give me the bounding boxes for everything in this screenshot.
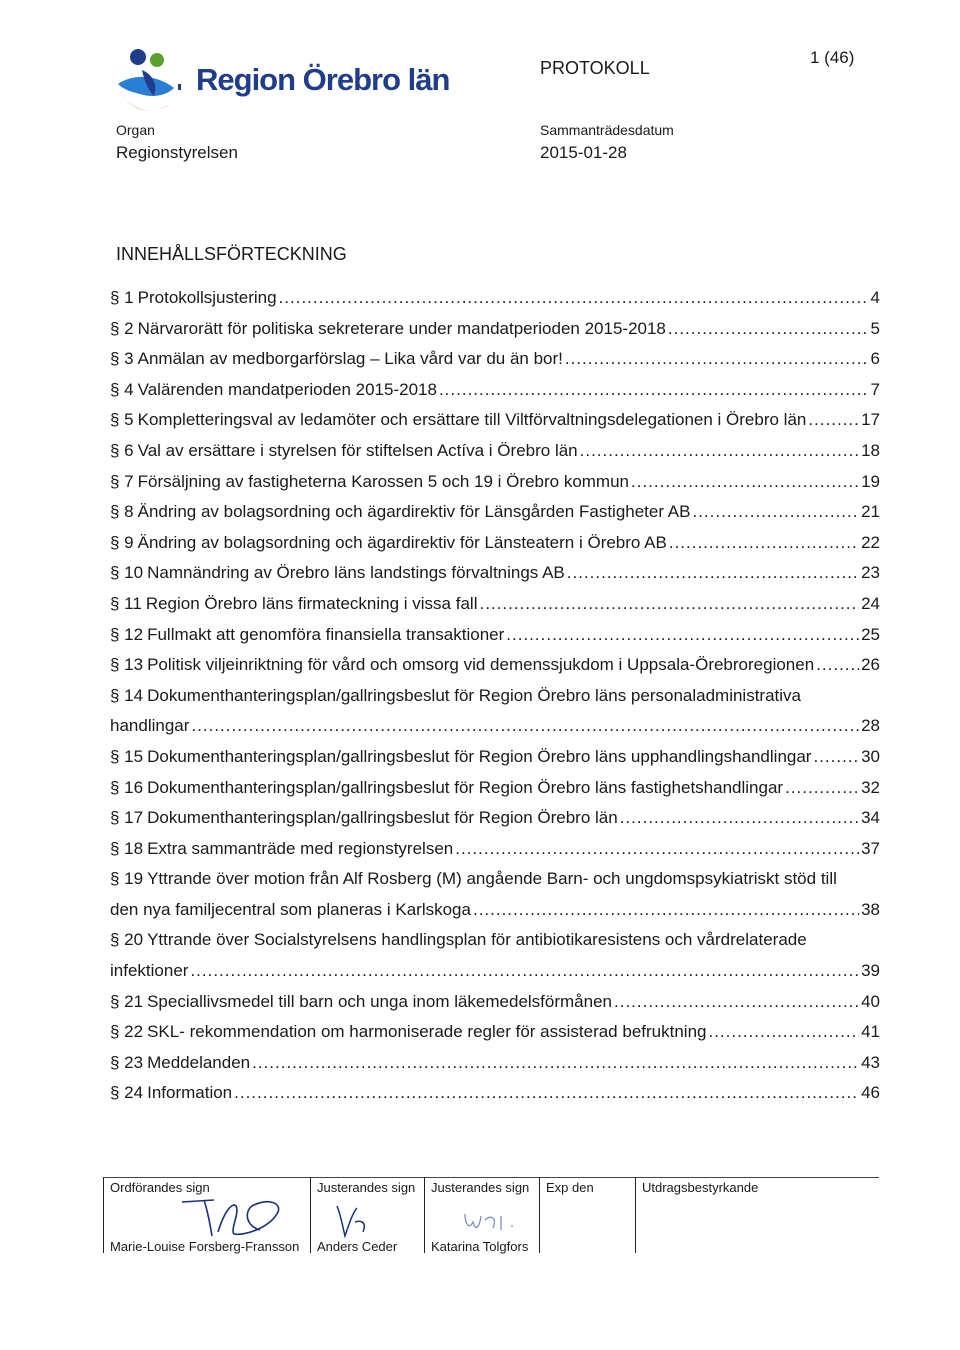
toc-item-page: 25 <box>861 624 880 644</box>
toc-item[interactable]: § 7 Försäljning av fastigheterna Karossen 5 och 19 i Örebro kommun ..... 19 <box>110 467 880 498</box>
toc-heading: INNEHÅLLSFÖRTECKNING <box>116 244 347 264</box>
toc-item-page: 22 <box>861 532 880 552</box>
toc-item-page: 7 <box>870 379 880 399</box>
certified-cell <box>636 1178 880 1254</box>
toc-item-page: 41 <box>861 1022 880 1042</box>
toc-item-title: Val av ersättare i styrelsen för stiftelsen Actíva i Örebro län <box>137 440 578 460</box>
chair-signature-cell <box>104 1178 311 1254</box>
toc-item-page: 34 <box>861 808 880 828</box>
toc-item[interactable]: § 24 Information ..... 46 <box>110 1078 880 1109</box>
toc-item[interactable]: § 3 Anmälan av medborgarförslag – Lika vård var du än bor! ..... 6 <box>110 344 880 375</box>
adjuster2-signature-cell <box>425 1178 540 1254</box>
toc-item-page: 24 <box>861 593 880 613</box>
toc-item-title: Yttrande över Socialstyrelsens handlingsplan för antibiotikaresistens och vårdrelaterade <box>147 930 807 950</box>
toc-item[interactable]: § 4 Valärenden mandatperioden 2015-2018 ..... 7 <box>110 375 880 406</box>
toc-item-page: 6 <box>870 349 880 369</box>
toc-item-title: Politisk viljeinriktning för vård och omsorg vid demenssjukdom i Uppsala-Örebroregionen <box>147 655 815 675</box>
toc-item-title-cont: infektioner <box>110 961 189 981</box>
toc-item-page: 43 <box>861 1052 880 1072</box>
toc-item-title: Ändring av bolagsordning och ägardirektiv för Länsteatern i Örebro AB <box>137 532 667 552</box>
exp-label: Exp den <box>546 1180 594 1195</box>
adjuster1-name: Anders Ceder <box>317 1239 398 1254</box>
chair-sign-label: Ordförandes sign <box>110 1180 210 1195</box>
table-of-contents <box>110 283 880 1109</box>
chair-signature-scribble <box>174 1192 294 1242</box>
toc-item[interactable]: § 19 Yttrande över motion från Alf Rosberg (M) angående Barn- och ungdomspsykiatriskt stöd till den nya familjecentral som planeras i Karlskoga ..... 38 <box>110 864 880 925</box>
brand-name: Region Örebro län <box>196 62 450 97</box>
toc-item[interactable]: § 17 Dokumenthanteringsplan/gallringsbeslut för Region Örebro län ..... 34 <box>110 803 880 834</box>
organ-value: Regionstyrelsen <box>116 143 238 162</box>
toc-item-title: Information <box>147 1083 233 1103</box>
toc-item[interactable]: § 18 Extra sammanträde med regionstyrelsen ..... 37 <box>110 834 880 865</box>
toc-item-page: 40 <box>861 991 880 1011</box>
toc-item[interactable]: § 15 Dokumenthanteringsplan/gallringsbeslut för Region Örebro läns upphandlingshandlingar ..... 30 <box>110 742 880 773</box>
toc-item[interactable]: § 8 Ändring av bolagsordning och ägardirektiv för Länsgården Fastigheter AB ..... 21 <box>110 497 880 528</box>
toc-item[interactable]: § 16 Dokumenthanteringsplan/gallringsbeslut för Region Örebro läns fastighetshandlingar ..... 32 <box>110 773 880 804</box>
toc-item-page: 30 <box>861 746 880 766</box>
toc-item[interactable]: § 20 Yttrande över Socialstyrelsens handlingsplan för antibiotikaresistens och vårdrelaterade infektioner ..... 39 <box>110 925 880 986</box>
toc-item-title: Närvarorätt för politiska sekreterare under mandatperioden 2015-2018 <box>137 318 666 338</box>
toc-item[interactable]: § 12 Fullmakt att genomföra finansiella transaktioner ..... 25 <box>110 620 880 651</box>
toc-item[interactable]: § 13 Politisk viljeinriktning för vård och omsorg vid demenssjukdom i Uppsala-Örebroregionen ..... 26 <box>110 650 880 681</box>
exp-cell <box>540 1178 636 1254</box>
toc-item[interactable]: § 6 Val av ersättare i styrelsen för stiftelsen Actíva i Örebro län ..... 18 <box>110 436 880 467</box>
toc-item-title: Protokollsjustering <box>137 288 277 307</box>
toc-item-title: Dokumenthanteringsplan/gallringsbeslut för Region Örebro läns personaladministrativa <box>147 685 802 705</box>
toc-item-page: 28 <box>861 716 880 736</box>
toc-item[interactable]: § 10 Namnändring av Örebro läns landstings förvaltnings AB ..... 23 <box>110 558 880 589</box>
toc-item-title: Dokumenthanteringsplan/gallringsbeslut för Region Örebro läns upphandlingshandlingar <box>147 746 812 766</box>
toc-item-page: 18 <box>861 440 880 460</box>
page-number: 1 (46) <box>810 48 855 67</box>
document-type: PROTOKOLL <box>540 58 650 78</box>
toc-item-page: 46 <box>861 1083 880 1103</box>
toc-item[interactable]: § 9 Ändring av bolagsordning och ägardirektiv för Länsteatern i Örebro AB ..... 22 <box>110 528 880 559</box>
toc-item-title: SKL- rekommendation om harmoniserade regler för assisterad befruktning <box>147 1022 707 1042</box>
toc-item-title: Kompletteringsval av ledamöter och ersättare till Viltförvaltningsdelegationen i Örebro län <box>137 410 807 430</box>
toc-item[interactable]: § 23 Meddelanden ..... 43 <box>110 1048 880 1079</box>
toc-item-title: Speciallivsmedel till barn och unga inom läkemedelsförmånen <box>147 991 613 1011</box>
meeting-date-value: 2015-01-28 <box>540 143 627 162</box>
adjuster2-name: Katarina Tolgfors <box>431 1239 529 1254</box>
toc-item-title: Yttrande över motion från Alf Rosberg (M) angående Barn- och ungdomspsykiatriskt stöd till <box>147 869 837 889</box>
adjuster2-signature-scribble <box>461 1208 521 1236</box>
region-figure-icon <box>112 44 192 124</box>
toc-item-page: 23 <box>861 563 880 583</box>
toc-item-page: 38 <box>861 899 880 919</box>
toc-item-title: Namnändring av Örebro läns landstings förvaltnings AB <box>147 563 565 583</box>
adjuster1-signature-cell <box>311 1178 425 1254</box>
toc-item[interactable]: § 11 Region Örebro läns firmateckning i vissa fall ..... 24 <box>110 589 880 620</box>
toc-item[interactable]: § 14 Dokumenthanteringsplan/gallringsbeslut för Region Örebro läns personaladministrativa handlingar ..... 28 <box>110 681 880 742</box>
toc-item-page: 37 <box>861 838 880 858</box>
toc-item-title: Anmälan av medborgarförslag – Lika vård var du än bor! <box>137 349 563 369</box>
adjuster1-signature-scribble <box>333 1202 373 1240</box>
toc-item-title: Region Örebro läns firmateckning i vissa fall <box>145 593 478 613</box>
toc-item-title-cont: handlingar <box>110 716 190 736</box>
toc-item[interactable]: § 1 Protokollsjustering ..... 4 <box>110 283 880 314</box>
toc-item-title: Ändring av bolagsordning och ägardirektiv för Länsgården Fastigheter AB <box>137 502 691 522</box>
chair-name: Marie-Louise Forsberg-Fransson <box>110 1239 300 1254</box>
toc-item-title-cont: den nya familjecentral som planeras i Karlskoga <box>110 899 471 919</box>
toc-item-page: 32 <box>861 777 880 797</box>
toc-item[interactable]: § 22 SKL- rekommendation om harmoniserade regler för assisterad befruktning ..... 41 <box>110 1017 880 1048</box>
adjuster1-sign-label: Justerandes sign <box>317 1180 416 1195</box>
toc-item-title: Valärenden mandatperioden 2015-2018 <box>137 379 437 399</box>
toc-item-page: 17 <box>861 410 880 430</box>
toc-item-title: Meddelanden <box>147 1052 251 1072</box>
toc-item-title: Fullmakt att genomföra finansiella transaktioner <box>147 624 505 644</box>
certified-label: Utdragsbestyrkande <box>642 1180 759 1195</box>
organ-label: Organ <box>116 122 155 138</box>
toc-item-title: Försäljning av fastigheterna Karossen 5 och 19 i Örebro kommun <box>137 471 630 491</box>
adjuster2-sign-label: Justerandes sign <box>431 1180 530 1195</box>
toc-item-page: 5 <box>870 318 880 338</box>
region-logo <box>112 44 452 124</box>
signature-table <box>103 1177 879 1253</box>
toc-item-page: 19 <box>861 471 880 491</box>
toc-item[interactable]: § 5 Kompletteringsval av ledamöter och ersättare till Viltförvaltningsdelegationen i Örebro län ..... 17 <box>110 405 880 436</box>
toc-item-page: 39 <box>861 961 880 981</box>
toc-item[interactable]: § 2 Närvarorätt för politiska sekreterare under mandatperioden 2015-2018 ..... 5 <box>110 314 880 345</box>
toc-item-title: Extra sammanträde med regionstyrelsen <box>147 838 454 858</box>
toc-item-page: 4 <box>870 288 880 307</box>
meeting-date-label: Sammanträdesdatum <box>540 122 674 138</box>
toc-item[interactable]: § 21 Speciallivsmedel till barn och unga inom läkemedelsförmånen ..... 40 <box>110 987 880 1018</box>
toc-item-page: 21 <box>861 502 880 522</box>
toc-item-page: 26 <box>861 655 880 675</box>
toc-item-title: Dokumenthanteringsplan/gallringsbeslut för Region Örebro län <box>147 808 618 828</box>
toc-item-title: Dokumenthanteringsplan/gallringsbeslut för Region Örebro läns fastighetshandlingar <box>147 777 784 797</box>
